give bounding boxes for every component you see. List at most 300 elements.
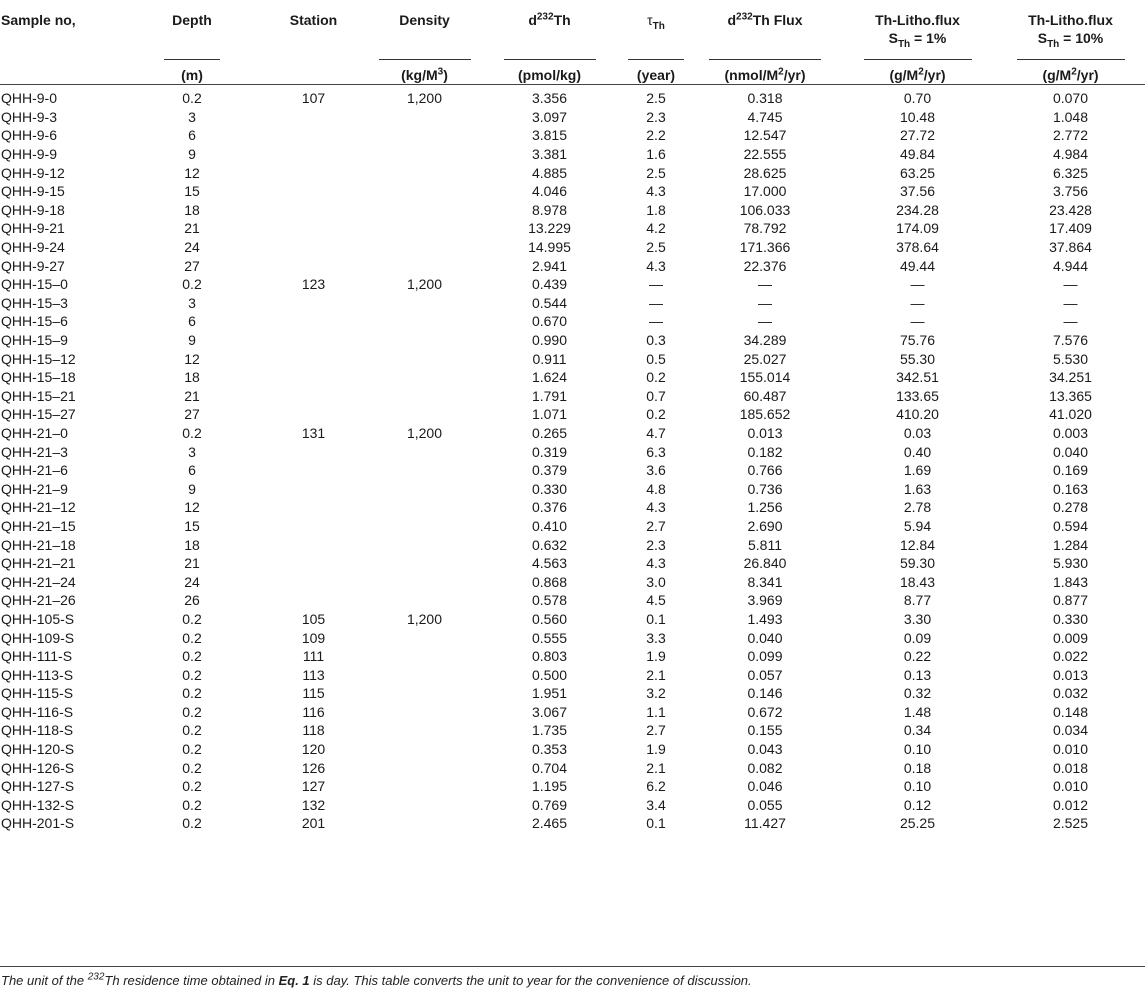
table-row [0,424,1145,443]
cell-tau: 1.9 [646,648,666,665]
cell-station [256,554,371,573]
table-row [0,126,1145,145]
cell-th-flux: 0.182 [747,443,783,460]
cell-station: 120 [301,741,326,758]
cell-station [256,108,371,127]
cell-th232: 4.885 [531,164,568,181]
cell-litho-flux-1: 234.28 [896,201,939,218]
cell-th-flux: 0.040 [747,629,783,646]
cell-th-flux: — [758,276,772,293]
cell-sample: QHH-15–27 [1,406,76,423]
cell-station [256,294,371,313]
cell-th-flux: 0.055 [747,796,783,813]
table-row [0,777,1145,796]
cell-litho-flux-1: 63.25 [899,164,936,181]
cell-station: 123 [301,276,326,293]
cell-th-flux: 0.099 [747,648,783,665]
table-row [0,628,1145,647]
cell-sample: QHH-115-S [1,685,74,702]
cell-density [371,387,478,406]
cell-th232: 0.379 [531,462,568,479]
cell-litho-flux-1: 0.10 [903,778,932,795]
cell-tau: 1.9 [646,741,666,758]
cell-litho-flux-1: 0.32 [903,685,932,702]
cell-litho-flux-1: 18.43 [899,573,936,590]
cell-sample: QHH-21–21 [1,555,76,572]
cell-density [371,145,478,164]
cell-litho-flux-10: — [1063,276,1078,293]
table-row [0,479,1145,498]
cell-depth: 21 [184,220,200,237]
table-row [0,312,1145,331]
cell-litho-flux-10: 0.034 [1052,722,1089,739]
unit-density: $(kg/M^3)$ [379,59,471,84]
cell-litho-flux-1: 8.77 [903,592,932,609]
cell-density [371,331,478,350]
cell-litho-flux-1: 3.30 [903,610,932,627]
cell-density [371,256,478,275]
cell-station [256,461,371,480]
cell-density: 1,200 [406,90,443,107]
cell-sample: QHH-9-6 [1,127,58,144]
cell-sample: QHH-127-S [1,778,75,795]
cell-density [371,517,478,536]
cell-tau: 6.2 [646,778,666,795]
cell-density [371,126,478,145]
cell-litho-flux-1: 0.18 [903,759,932,776]
header-station: Station [289,12,338,28]
table-row [0,814,1145,836]
cell-th232: 0.353 [531,741,568,758]
cell-station [256,331,371,350]
cell-th-flux: 78.792 [743,220,787,237]
cell-th-flux: 0.766 [747,462,783,479]
cell-depth: 0.2 [182,759,202,776]
cell-th232: 0.500 [531,666,568,683]
cell-litho-flux-10: 0.040 [1052,443,1089,460]
cell-tau: 2.5 [646,90,666,107]
table-row [0,349,1145,368]
cell-th232: 4.046 [531,183,568,200]
header-density: Density [399,12,450,28]
cell-depth: 0.2 [182,666,202,683]
cell-th232: 0.911 [532,350,567,367]
cell-litho-flux-10: 0.010 [1052,741,1089,758]
cell-th232: 0.330 [531,480,568,497]
cell-density [371,628,478,647]
cell-sample: QHH-9-24 [1,239,65,256]
cell-litho-flux-1: 55.30 [899,350,936,367]
cell-density [371,703,478,722]
cell-station [256,256,371,275]
cell-sample: QHH-105-S [1,610,75,627]
cell-litho-flux-10: 0.877 [1052,592,1089,609]
cell-depth: 0.2 [182,722,202,739]
cell-litho-flux-1: 0.70 [903,90,932,107]
unit-depth: (m) [164,59,220,84]
cell-sample: QHH-21–24 [1,573,76,590]
cell-th-flux: 0.146 [747,685,783,702]
cell-litho-flux-10: 2.525 [1052,815,1089,832]
cell-th232: 0.670 [531,313,568,330]
cell-station: 131 [301,424,326,441]
cell-litho-flux-1: — [910,313,925,330]
cell-depth: 26 [184,592,200,609]
cell-depth: 9 [188,332,196,349]
cell-litho-flux-10: 0.010 [1052,778,1089,795]
cell-density [371,163,478,182]
cell-station: 109 [301,629,326,646]
cell-th-flux: 0.155 [747,722,783,739]
cell-tau: 4.3 [646,555,666,572]
cell-station [256,126,371,145]
cell-depth: 0.2 [182,90,202,107]
cell-depth: 0.2 [182,629,202,646]
cell-tau: — [649,294,663,311]
cell-depth: 0.2 [182,741,202,758]
cell-litho-flux-1: 1.48 [903,703,932,720]
cell-litho-flux-10: 41.020 [1049,406,1092,423]
cell-density [371,647,478,666]
cell-station: 115 [302,685,325,702]
cell-litho-flux-10: 5.930 [1052,555,1089,572]
table-row [0,256,1145,275]
cell-station [256,238,371,257]
cell-th-flux: 60.487 [743,387,787,404]
cell-density [371,721,478,740]
cell-density [371,442,478,461]
cell-litho-flux-1: — [910,294,925,311]
table-row [0,163,1145,182]
cell-litho-flux-1: 12.84 [899,536,936,553]
cell-sample: QHH-132-S [1,796,75,813]
table-footnote: The unit of the $^{232}$Th residence time obtained in Eq. 1 is day. This table converts the unit to year for the convenience of discussion. [1,971,752,988]
cell-th-flux: 25.027 [743,350,787,367]
cell-litho-flux-1: 1.63 [903,480,932,497]
cell-station [256,201,371,220]
cell-litho-flux-10: 1.048 [1052,108,1089,125]
cell-station [256,349,371,368]
cell-sample: QHH-118-S [1,722,74,739]
cell-station: 116 [302,703,325,720]
cell-station [256,219,371,238]
cell-litho-flux-10: 3.756 [1052,183,1089,200]
table-row [0,461,1145,480]
cell-th-flux: 28.625 [743,164,787,181]
cell-litho-flux-10: 17.409 [1049,220,1092,237]
cell-th232: 0.555 [531,629,568,646]
cell-station [256,591,371,610]
cell-litho-flux-1: 0.09 [903,629,932,646]
cell-density [371,665,478,684]
table-row [0,442,1145,461]
cell-th232: 0.632 [531,536,568,553]
cell-th-flux: 0.318 [747,90,783,107]
cell-density [371,108,478,127]
cell-litho-flux-10: 0.169 [1052,462,1089,479]
header-th232: $d^{232}Th$ [528,11,571,28]
cell-station [256,387,371,406]
unit-litho-flux-10: $(g/M^2/yr)$ [1017,59,1125,84]
cell-station: 201 [301,815,326,832]
header-tau: $\tau_{Th}$ [647,12,665,32]
cell-litho-flux-1: 59.30 [899,555,936,572]
cell-tau: 1.1 [646,703,666,720]
cell-tau: 2.5 [646,164,666,181]
table-row [0,684,1145,703]
cell-depth: 18 [184,369,200,386]
cell-density [371,572,478,591]
cell-station [256,163,371,182]
cell-sample: QHH-21–18 [1,536,76,553]
cell-litho-flux-10: 0.278 [1052,499,1089,516]
cell-sample: QHH-15–12 [1,350,76,367]
unit-litho-flux-1: $(g/M^2/yr)$ [864,59,972,84]
cell-station: 132 [301,796,326,813]
cell-sample: QHH-15–18 [1,369,76,386]
cell-sample: QHH-109-S [1,629,75,646]
cell-depth: 0.2 [182,610,202,627]
cell-th232: 0.410 [531,517,568,534]
cell-th232: 1.195 [531,778,568,795]
cell-th232: 0.990 [531,332,568,349]
cell-depth: 0.2 [182,276,202,293]
cell-depth: 24 [184,573,200,590]
table-row [0,647,1145,666]
cell-sample: QHH-120-S [1,741,75,758]
cell-th232: 4.563 [531,555,568,572]
bottom-rule [0,966,1145,967]
cell-depth: 18 [184,536,200,553]
cell-litho-flux-10: 0.009 [1052,629,1089,646]
cell-depth: 0.2 [182,815,202,832]
table-row [0,721,1145,740]
cell-depth: 15 [184,517,200,534]
cell-litho-flux-10: — [1063,294,1078,311]
table-row [0,517,1145,536]
cell-depth: 21 [184,387,200,404]
cell-litho-flux-10: 4.944 [1052,257,1089,274]
table-body [0,85,1145,836]
cell-th-flux: 4.745 [747,108,783,125]
cell-th232: 0.439 [531,276,568,293]
cell-th-flux: 106.033 [739,201,791,218]
table-row [0,182,1145,201]
cell-th-flux: 12.547 [743,127,787,144]
cell-density [371,758,478,777]
cell-station: 126 [301,759,326,776]
cell-tau: 0.7 [646,387,666,404]
cell-density [371,294,478,313]
cell-depth: 18 [184,201,200,218]
cell-th232: 0.376 [531,499,568,516]
cell-th-flux: 8.341 [747,573,783,590]
cell-litho-flux-1: 27.72 [899,127,936,144]
cell-tau: 4.7 [646,424,666,441]
cell-sample: QHH-9-9 [1,146,58,163]
cell-litho-flux-10: 0.032 [1052,685,1089,702]
cell-litho-flux-1: 25.25 [899,815,936,832]
header-litho-flux-1: Th-Litho.flux $S_{Th} = 1\%$ [875,12,960,50]
cell-depth: 3 [188,294,196,311]
table-row [0,535,1145,554]
header-sample: Sample no, [1,12,76,28]
cell-sample: QHH-21–9 [1,480,68,497]
cell-th-flux: 0.046 [747,778,783,795]
cell-depth: 3 [188,443,196,460]
table-row [0,591,1145,610]
cell-litho-flux-10: 0.022 [1052,648,1089,665]
cell-density [371,498,478,517]
cell-litho-flux-1: 0.22 [903,648,932,665]
cell-depth: 6 [188,313,196,330]
cell-tau: 4.5 [646,592,666,609]
cell-litho-flux-10: 0.012 [1052,796,1089,813]
cell-tau: — [649,276,663,293]
cell-station: 113 [302,666,325,683]
cell-depth: 0.2 [182,685,202,702]
cell-th-flux: 1.493 [747,610,783,627]
cell-tau: 0.1 [646,815,666,832]
cell-tau: 3.2 [646,685,666,702]
cell-th232: 14.995 [528,239,571,256]
cell-density [371,405,478,424]
cell-tau: 2.7 [646,722,666,739]
cell-litho-flux-10: 0.003 [1052,424,1089,441]
cell-th232: 0.803 [531,648,568,665]
cell-sample: QHH-9-18 [1,201,65,218]
cell-litho-flux-10: 0.013 [1052,666,1089,683]
cell-th232: 0.319 [531,443,568,460]
cell-th-flux: — [758,313,772,330]
cell-depth: 12 [184,350,200,367]
cell-depth: 0.2 [182,648,202,665]
cell-litho-flux-10: 2.772 [1052,127,1089,144]
cell-litho-flux-1: 378.64 [896,239,939,256]
cell-litho-flux-10: 34.251 [1049,369,1092,386]
cell-sample: QHH-15–6 [1,313,68,330]
table-header [0,0,1145,85]
cell-tau: 2.1 [646,759,666,776]
cell-station: 105 [301,610,326,627]
cell-density [371,535,478,554]
cell-tau: 0.2 [646,406,666,423]
cell-density [371,219,478,238]
cell-tau: 4.8 [646,480,666,497]
cell-depth: 9 [188,480,196,497]
unit-th232: (pmol/kg) [504,59,596,84]
cell-th-flux: 0.013 [747,424,783,441]
cell-th232: 1.735 [531,722,568,739]
cell-litho-flux-1: 1.69 [903,462,932,479]
header-litho-flux-10: Th-Litho.flux $S_{Th} = 10\%$ [1028,12,1113,50]
cell-litho-flux-1: 49.84 [899,146,936,163]
cell-litho-flux-1: 37.56 [899,183,936,200]
cell-litho-flux-1: — [910,276,925,293]
cell-litho-flux-10: 0.594 [1052,517,1089,534]
cell-litho-flux-10: 13.365 [1049,387,1092,404]
table-row [0,331,1145,350]
cell-sample: QHH-21–0 [1,424,68,441]
cell-th232: 3.381 [531,146,568,163]
cell-th-flux: 0.736 [747,480,783,497]
cell-depth: 21 [184,555,200,572]
cell-density: 1,200 [406,276,443,293]
cell-th-flux: 22.376 [743,257,787,274]
cell-th-flux: 0.057 [747,666,783,683]
cell-tau: 4.3 [646,499,666,516]
cell-th232: 1.624 [531,369,568,386]
cell-sample: QHH-9-3 [1,108,58,125]
header-depth: Depth [172,12,212,28]
cell-sample: QHH-15–3 [1,294,68,311]
table-row [0,201,1145,220]
cell-tau: 3.3 [646,629,666,646]
cell-sample: QHH-21–6 [1,462,68,479]
cell-depth: 0.2 [182,796,202,813]
cell-sample: QHH-9-0 [1,90,58,107]
cell-th-flux: 2.690 [747,517,783,534]
cell-density [371,312,478,331]
cell-density [371,479,478,498]
cell-depth: 27 [184,257,200,274]
table-row [0,108,1145,127]
cell-litho-flux-10: — [1063,313,1078,330]
cell-th-flux: 5.811 [748,536,782,553]
cell-litho-flux-10: 5.530 [1052,350,1089,367]
cell-depth: 27 [184,406,200,423]
cell-sample: QHH-21–15 [1,517,76,534]
header-th-flux: $d^{232}Th$ Flux [727,11,803,28]
cell-th232: 13.229 [528,220,571,237]
cell-tau: 2.1 [646,666,666,683]
cell-tau: 4.3 [646,183,666,200]
cell-depth: 12 [184,499,200,516]
cell-depth: 9 [188,146,196,163]
cell-litho-flux-1: 0.40 [903,443,932,460]
cell-tau: 0.1 [646,610,666,627]
cell-th232: 3.356 [531,90,568,107]
cell-th232: 3.067 [531,703,568,720]
cell-tau: 6.3 [646,443,666,460]
cell-th-flux: 171.366 [739,239,791,256]
cell-depth: 0.2 [182,424,202,441]
cell-litho-flux-1: 75.76 [899,332,936,349]
table-row [0,665,1145,684]
cell-tau: — [649,313,663,330]
cell-th-flux: — [758,294,772,311]
cell-th232: 2.465 [531,815,568,832]
cell-tau: 3.4 [646,796,666,813]
cell-tau: 2.7 [646,517,666,534]
table-row [0,275,1145,294]
cell-density [371,182,478,201]
cell-litho-flux-10: 0.163 [1052,480,1089,497]
table-row [0,368,1145,387]
cell-sample: QHH-116-S [1,703,74,720]
cell-th-flux: 0.043 [747,741,783,758]
table-row [0,238,1145,257]
cell-th232: 0.265 [531,424,568,441]
table-row [0,758,1145,777]
table-row [0,387,1145,406]
cell-sample: QHH-21–12 [1,499,76,516]
cell-tau: 0.5 [646,350,666,367]
cell-th-flux: 0.672 [747,703,783,720]
cell-depth: 6 [188,127,196,144]
cell-station [256,517,371,536]
table-row [0,796,1145,815]
